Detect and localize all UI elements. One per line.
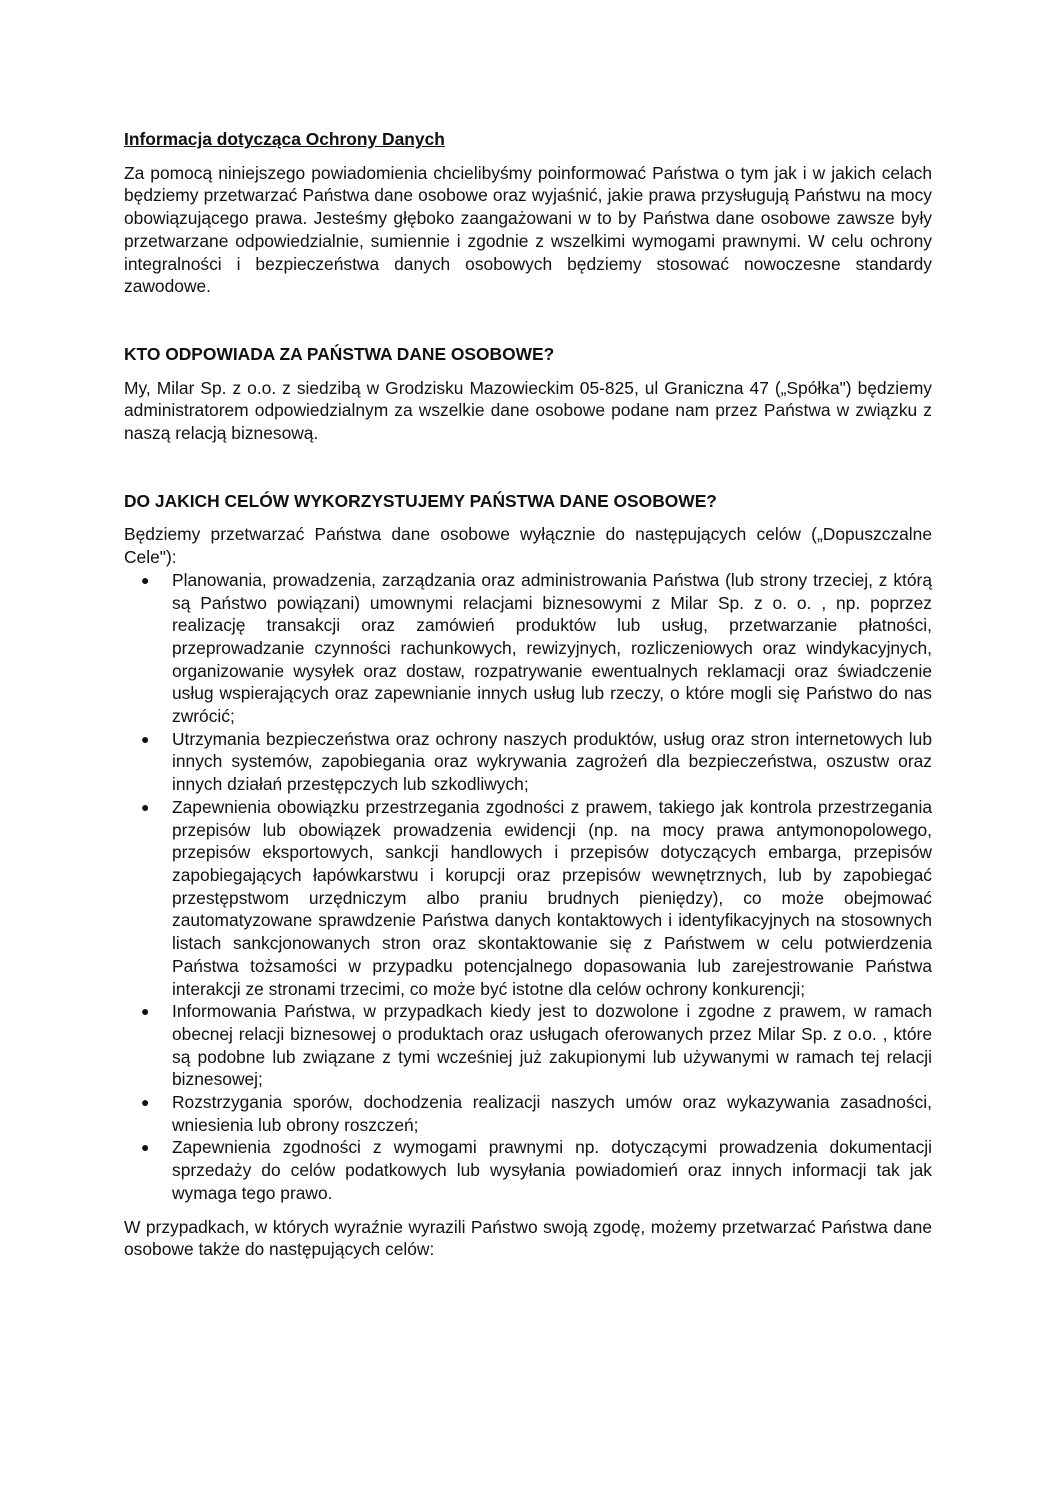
list-item-text: Utrzymania bezpieczeństwa oraz ochrony naszych produktów, usług oraz stron internetowych lub innych systemów, zapobiegania oraz wykrywania zagrożeń dla bezpieczeństwa, oszustw oraz innych działań przestępczych lub szkodliwych; — [172, 728, 932, 795]
list-item-text: Planowania, prowadzenia, zarządzania oraz administrowania Państwa (lub strony trzeciej, z którą są Państwo powiązani) umownymi relacjami biznesowymi z Milar Sp. z o. o. , np. poprzez realizację transakcji oraz zamówień produktów lub usług, przetwarzanie płatności, przeprowadzanie czynności rachunkowych, rewizyjnych, rozliczeniowych oraz windykacyjnych, organizowanie wysyłek oraz dostaw, rozpatrywanie ewentualnych reklamacji oraz świadczenie usług wspierających oraz zapewnianie innych usług lub rzeczy, o które mogli się Państwo do nas zwrócić; — [172, 569, 932, 727]
bullet-icon: ● — [141, 1003, 150, 1020]
document-title: Informacja dotycząca Ochrony Danych — [124, 129, 445, 149]
list-item — [124, 569, 932, 728]
spacer — [124, 298, 932, 343]
spacer — [124, 445, 932, 490]
section-heading-purposes: DO JAKICH CELÓW WYKORZYSTUJEMY PAŃSTWA DANE OSOBOWE? — [124, 490, 717, 511]
list-item — [124, 1091, 932, 1136]
controller-paragraph: My, Milar Sp. z o.o. z siedzibą w Grodzisku Mazowieckim 05-825, ul Graniczna 47 („Spółka") będziemy administratorem odpowiedzialnym za wszelkie dane osobowe podane nam przez Państwa w związku z naszą relacją biznesową. — [124, 377, 932, 444]
bullet-icon: ● — [141, 571, 150, 588]
list-item-text: Rozstrzygania sporów, dochodzenia realizacji naszych umów oraz wykazywania zasadności, wniesienia lub obrony roszczeń; — [172, 1092, 932, 1135]
list-item-text: Zapewnienia zgodności z wymogami prawnymi np. dotyczącymi prowadzenia dokumentacji sprzedaży do celów podatkowych lub wysyłania powiadomień oraz innych informacji tak jak wymaga tego prawo. — [172, 1137, 932, 1203]
bullet-icon: ● — [141, 1094, 150, 1111]
list-item — [124, 1000, 932, 1091]
bullet-icon: ● — [141, 1139, 150, 1156]
bullet-icon: ● — [141, 798, 150, 815]
purposes-list — [124, 569, 932, 1205]
consent-paragraph: W przypadkach, w których wyraźnie wyrazili Państwo swoją zgodę, możemy przetwarzać Państwa dane osobowe także do następujących celów: — [124, 1216, 932, 1260]
bullet-icon: ● — [141, 730, 150, 747]
list-item — [124, 728, 932, 796]
intro-paragraph: Za pomocą niniejszego powiadomienia chcielibyśmy poinformować Państwa o tym jak i w jakich celach będziemy przetwarzać Państwa dane osobowe oraz wyjaśnić, jakie prawa przysługują Państwu na mocy obowiązującego prawa. Jesteśmy głęboko zaangażowani w to by Państwa dane osobowe zawsze były przetwarzane odpowiedzialnie, sumiennie i zgodnie z wszelkimi wymogami prawnymi. W celu ochrony integralności i bezpieczeństwa danych osobowych będziemy stosować nowoczesne standardy zawodowe. — [124, 162, 932, 297]
section-heading-controller: KTO ODPOWIADA ZA PAŃSTWA DANE OSOBOWE? — [124, 343, 555, 364]
list-item — [124, 1136, 932, 1204]
list-item-text: Informowania Państwa, w przypadkach kiedy jest to dozwolone i zgodne z prawem, w ramach obecnej relacji biznesowej o produktach oraz usługach oferowanych przez Milar Sp. z o.o. , które są podobne lub związane z tymi wcześniej już zakupionymi lub używanymi w ramach tej relacji biznesowej; — [172, 1001, 932, 1090]
list-item-text: Zapewnienia obowiązku przestrzegania zgodności z prawem, takiego jak kontrola przestrzegania przepisów lub obowiązek prowadzenia ewidencji (np. na mocy prawa antymonopolowego, przepisów eksportowych, sankcji handlowych i przepisów dotyczących embarga, przepisów zapobiegających łapówkarstwu i korupcji oraz przepisów wewnętrznych, lub by zapobiegać przestępstwom urzędniczym albo praniu brudnych pieniędzy), co może obejmować zautomatyzowane sprawdzenie Państwa danych kontaktowych i identyfikacyjnych na stosownych listach sankcjonowanych stron oraz skontaktowanie się z Państwem w celu potwierdzenia Państwa tożsamości w przypadku potencjalnego dopasowania lub zarejestrowanie Państwa interakcji ze stronami trzecimi, co może być istotne dla celów ochrony konkurencji; — [172, 796, 932, 999]
purposes-lead-paragraph: Będziemy przetwarzać Państwa dane osobowe wyłącznie do następujących celów („Dopuszczalne Cele"): — [124, 524, 932, 568]
list-item — [124, 796, 932, 1000]
document-page — [124, 128, 932, 1261]
